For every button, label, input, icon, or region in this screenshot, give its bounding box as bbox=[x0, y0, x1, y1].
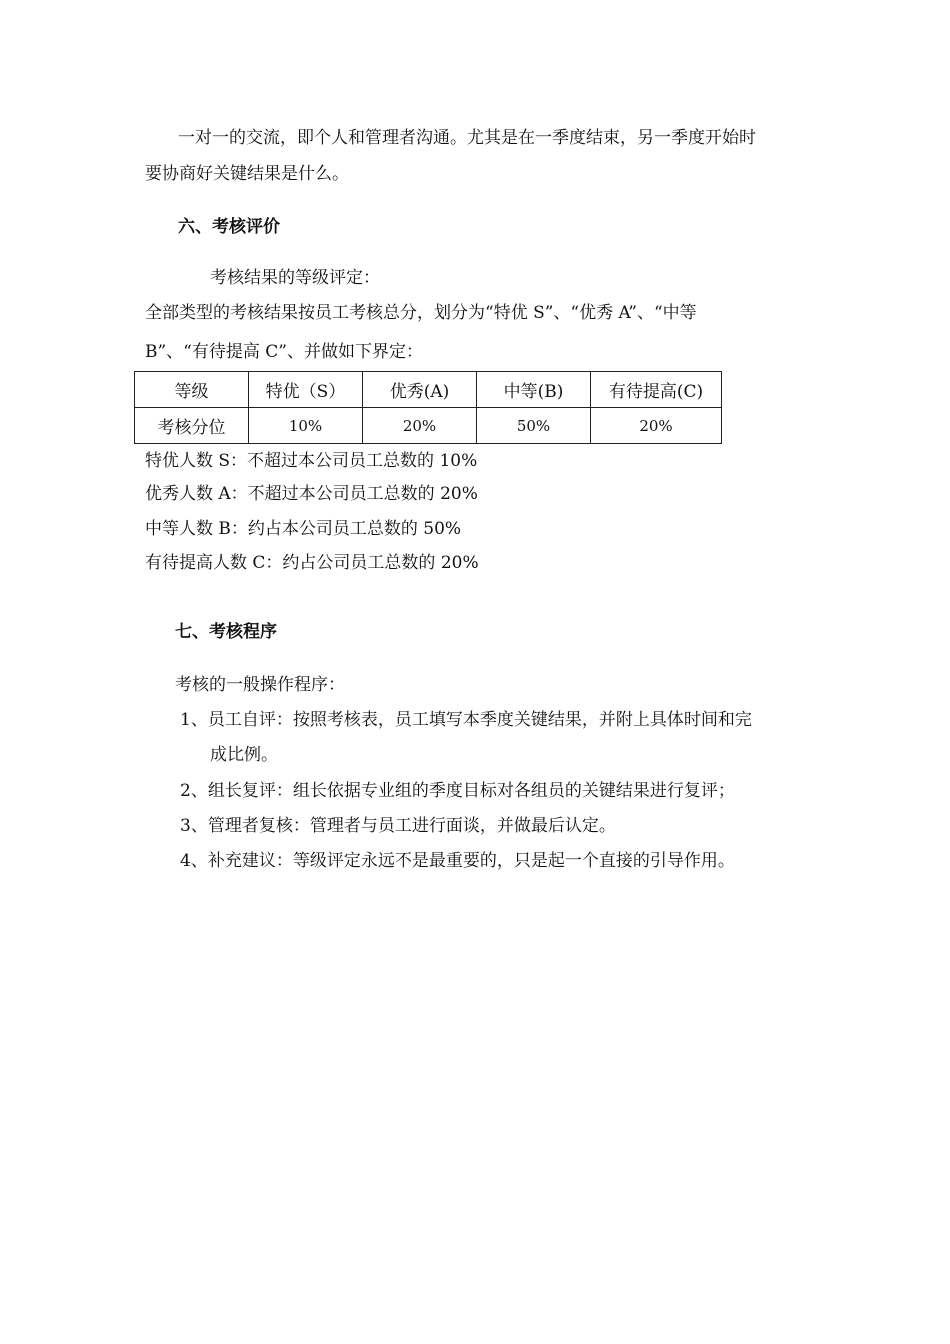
grade-header-cell: 有待提高(C) bbox=[591, 372, 722, 408]
grade-value-cell: 10% bbox=[249, 408, 363, 444]
grade-header-cell: 等级 bbox=[135, 372, 249, 408]
grade-note: 特优人数 S：不超过本公司员工总数的 10% bbox=[145, 451, 478, 471]
section-6-paragraph-line-2: B”、“有待提高 C”、并做如下界定： bbox=[145, 342, 423, 362]
grade-table bbox=[134, 371, 722, 444]
grade-value-cell: 20% bbox=[363, 408, 477, 444]
grade-table-header-row bbox=[135, 372, 722, 408]
grade-note: 有待提高人数 C：约占公司员工总数的 20% bbox=[145, 553, 479, 573]
section-7-subtitle: 考核的一般操作程序： bbox=[175, 675, 345, 695]
procedure-step: 1、员工自评：按照考核表，员工填写本季度关键结果，并附上具体时间和完 bbox=[180, 710, 752, 730]
grade-value-cell: 50% bbox=[477, 408, 591, 444]
grade-header-cell: 优秀(A) bbox=[363, 372, 477, 408]
grade-header-cell: 特优（S） bbox=[249, 372, 363, 408]
grade-value-cell: 20% bbox=[591, 408, 722, 444]
intro-line-2: 要协商好关键结果是什么。 bbox=[145, 164, 349, 184]
procedure-step-continued: 成比例。 bbox=[210, 745, 278, 765]
procedure-step: 3、管理者复核：管理者与员工进行面谈，并做最后认定。 bbox=[180, 816, 616, 836]
grade-note: 优秀人数 A：不超过本公司员工总数的 20% bbox=[145, 484, 478, 504]
procedure-step: 4、补充建议：等级评定永远不是最重要的，只是起一个直接的引导作用。 bbox=[180, 851, 735, 871]
grade-row-label: 考核分位 bbox=[135, 408, 249, 444]
section-6-paragraph-line-1: 全部类型的考核结果按员工考核总分，划分为“特优 S”、“优秀 A”、“中等 bbox=[145, 303, 697, 323]
grade-table-data-row bbox=[135, 408, 722, 444]
section-7-title: 七、考核程序 bbox=[175, 622, 277, 642]
grade-header-cell: 中等(B) bbox=[477, 372, 591, 408]
grade-note: 中等人数 B：约占本公司员工总数的 50% bbox=[145, 519, 462, 539]
procedure-step: 2、组长复评：组长依据专业组的季度目标对各组员的关键结果进行复评； bbox=[180, 781, 735, 801]
section-6-subtitle: 考核结果的等级评定： bbox=[210, 268, 380, 288]
section-6-title: 六、考核评价 bbox=[178, 217, 280, 237]
intro-line-1: 一对一的交流，即个人和管理者沟通。尤其是在一季度结束，另一季度开始时 bbox=[178, 128, 756, 148]
